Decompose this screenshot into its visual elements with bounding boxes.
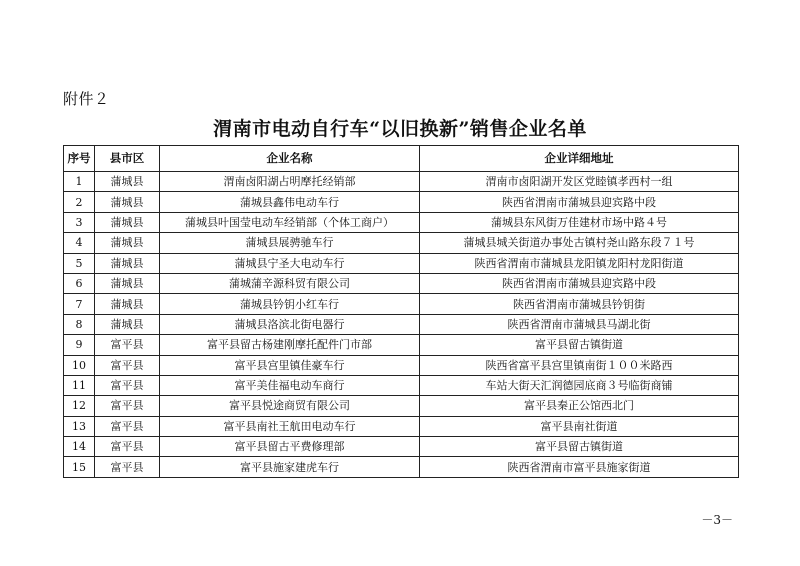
table-row [64, 437, 739, 457]
row-company-name: 蒲城县钤钥小红车行 [160, 294, 420, 314]
row-address: 富平县留古镇街道 [420, 437, 739, 457]
row-index: 2 [64, 192, 95, 212]
row-company-name: 富平县施家建虎车行 [160, 457, 420, 477]
row-county: 富平县 [95, 457, 160, 477]
row-company-name: 富平县留古杨建刚摩托配件门市部 [160, 335, 420, 355]
table-row [64, 396, 739, 416]
table-row [64, 294, 739, 314]
row-index: 11 [64, 375, 95, 395]
row-county: 富平县 [95, 375, 160, 395]
row-county: 蒲城县 [95, 314, 160, 334]
table-row [64, 416, 739, 436]
row-index: 13 [64, 416, 95, 436]
row-address: 陕西省渭南市富平县施家街道 [420, 457, 739, 477]
row-address: 富平县留古镇街道 [420, 335, 739, 355]
row-company-name: 富平美佳福电动车商行 [160, 375, 420, 395]
row-county: 蒲城县 [95, 212, 160, 232]
attachment-label: 附件２ [63, 90, 110, 108]
row-index: 9 [64, 335, 95, 355]
row-address: 陕西省渭南市蒲城县马湖北街 [420, 314, 739, 334]
row-company-name: 渭南卤阳湖占明摩托经销部 [160, 172, 420, 192]
row-index: 10 [64, 355, 95, 375]
enterprise-table [63, 145, 739, 478]
row-index: 14 [64, 437, 95, 457]
row-company-name: 蒲城蒲辛源科贸有限公司 [160, 273, 420, 293]
table-row [64, 233, 739, 253]
row-index: 5 [64, 253, 95, 273]
row-county: 蒲城县 [95, 233, 160, 253]
table-row [64, 355, 739, 375]
row-county: 蒲城县 [95, 273, 160, 293]
row-county: 蒲城县 [95, 294, 160, 314]
row-index: 1 [64, 172, 95, 192]
row-company-name: 富平县留古平费修理部 [160, 437, 420, 457]
row-address: 陕西省渭南市蒲城县迎宾路中段 [420, 273, 739, 293]
table-row [64, 457, 739, 477]
row-index: 12 [64, 396, 95, 416]
row-index: 8 [64, 314, 95, 334]
row-index: 3 [64, 212, 95, 232]
header-company-name: 企业名称 [160, 146, 420, 172]
table-header-row [64, 146, 739, 172]
table-row [64, 212, 739, 232]
row-company-name: 蒲城县展骋驰车行 [160, 233, 420, 253]
row-address: 富平县秦正公馆西北门 [420, 396, 739, 416]
row-county: 蒲城县 [95, 172, 160, 192]
row-address: 蒲城县东风街万佳建材市场中路４号 [420, 212, 739, 232]
table-row [64, 335, 739, 355]
row-index: 15 [64, 457, 95, 477]
row-address: 陕西省渭南市蒲城县钤钥街 [420, 294, 739, 314]
table-row [64, 253, 739, 273]
row-county: 富平县 [95, 355, 160, 375]
row-county: 富平县 [95, 437, 160, 457]
row-address: 渭南市卤阳湖开发区党睦镇孝西村一组 [420, 172, 739, 192]
row-index: 6 [64, 273, 95, 293]
row-index: 7 [64, 294, 95, 314]
table-row [64, 314, 739, 334]
row-company-name: 富平县悦途商贸有限公司 [160, 396, 420, 416]
row-company-name: 蒲城县鑫伟电动车行 [160, 192, 420, 212]
row-company-name: 蒲城县洛滨北街电器行 [160, 314, 420, 334]
page-number: －3－ [701, 513, 733, 527]
table-row [64, 172, 739, 192]
row-address: 陕西省富平县宫里镇南街１００米路西 [420, 355, 739, 375]
row-company-name: 蒲城县叶国莹电动车经销部（个体工商户） [160, 212, 420, 232]
row-index: 4 [64, 233, 95, 253]
header-address: 企业详细地址 [420, 146, 739, 172]
row-county: 蒲城县 [95, 192, 160, 212]
row-company-name: 富平县南社王航田电动车行 [160, 416, 420, 436]
row-address: 陕西省渭南市蒲城县龙阳镇龙阳村龙阳街道 [420, 253, 739, 273]
row-company-name: 蒲城县宁圣大电动车行 [160, 253, 420, 273]
row-county: 富平县 [95, 396, 160, 416]
table-row [64, 375, 739, 395]
row-county: 富平县 [95, 335, 160, 355]
row-address: 车站大街天汇润德园底商３号临街商铺 [420, 375, 739, 395]
page-title: 渭南市电动自行车“以旧换新”销售企业名单 [213, 118, 587, 140]
header-county: 县市区 [95, 146, 160, 172]
row-company-name: 富平县宫里镇佳豪车行 [160, 355, 420, 375]
row-county: 蒲城县 [95, 253, 160, 273]
table-row [64, 192, 739, 212]
row-address: 蒲城县城关街道办事处古镇村尧山路东段７１号 [420, 233, 739, 253]
row-address: 陕西省渭南市蒲城县迎宾路中段 [420, 192, 739, 212]
row-county: 富平县 [95, 416, 160, 436]
header-index: 序号 [64, 146, 95, 172]
table-row [64, 273, 739, 293]
row-address: 富平县南社街道 [420, 416, 739, 436]
